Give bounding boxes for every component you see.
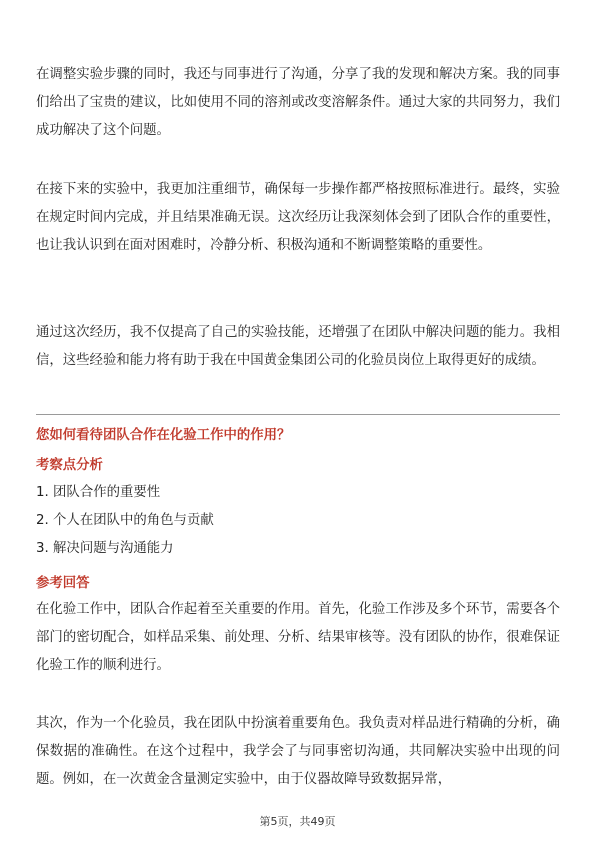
question-title: 您如何看待团队合作在化验工作中的作用？: [36, 428, 291, 443]
body-paragraph-3: 通过这次经历，我不仅提高了自己的实验技能，还增强了在团队中解决问题的能力。我相信，这些经验和能力将有助于我在中国黄金集团公司的化验员岗位上取得更好的成绩。: [36, 325, 560, 368]
body-paragraph-1: 在调整实验步骤的同时，我还与同事进行了沟通，分享了我的发现和解决方案。我的同事们给出了宝贵的建议，比如使用不同的溶剂或改变溶解条件。通过大家的共同努力，我们成功解决了这个问题。: [36, 67, 560, 138]
analysis-point-3: 3. 解决问题与沟通能力: [36, 541, 174, 556]
answer-paragraph-2: 其次，作为一个化验员，我在团队中扮演着重要角色。我负责对样品进行精确的分析，确保数据的准确性。在这个过程中，我学会了与同事密切沟通，共同解决实验中出现的问题。例如，在一次黄金含量测定实验中，由于仪器故障导致数据异常，: [36, 716, 560, 787]
analysis-point-2: 2. 个人在团队中的角色与贡献: [36, 513, 214, 528]
page-number-footer: 第5页，共49页: [259, 815, 336, 828]
section-divider: [36, 414, 560, 415]
analysis-heading: 考察点分析: [36, 458, 103, 473]
analysis-point-1: 1. 团队合作的重要性: [36, 485, 161, 500]
answer-paragraph-1: 在化验工作中，团队合作起着至关重要的作用。首先，化验工作涉及多个环节，需要各个部门的密切配合，如样品采集、前处理、分析、结果审核等。没有团队的协作，很难保证化验工作的顺利进行。: [36, 602, 560, 673]
body-paragraph-2: 在接下来的实验中，我更加注重细节，确保每一步操作都严格按照标准进行。最终，实验在规定时间内完成，并且结果准确无误。这次经历让我深刻体会到了团队合作的重要性，也让我认识到在面对困难时，冷静分析、积极沟通和不断调整策略的重要性。: [36, 182, 560, 253]
answer-heading: 参考回答: [36, 576, 90, 591]
